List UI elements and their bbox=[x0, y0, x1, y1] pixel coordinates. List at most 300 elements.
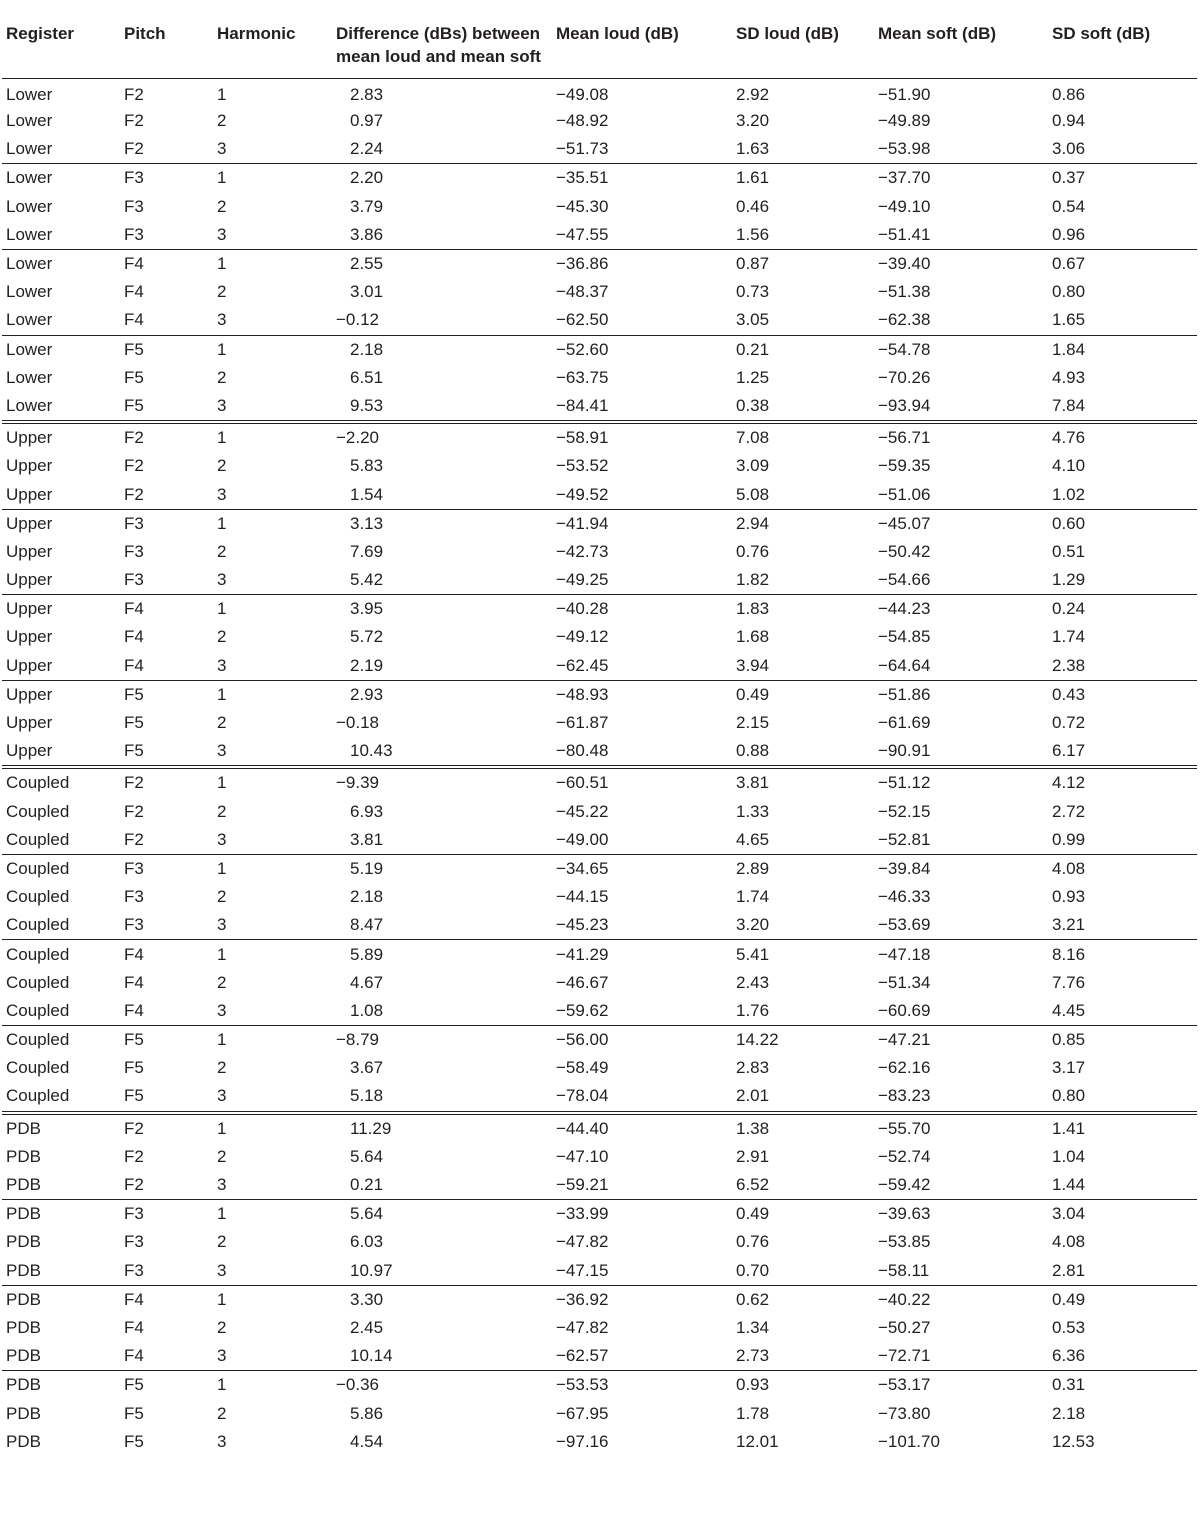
mean-soft-cell: −51.41 bbox=[878, 224, 931, 244]
sd-soft-cell: 1.44 bbox=[1052, 1175, 1086, 1195]
table-row bbox=[2, 680, 1197, 709]
sd-soft-cell: 4.76 bbox=[1048, 422, 1197, 452]
pitch-cell: F2 bbox=[124, 829, 144, 849]
pitch-cell: F5 bbox=[120, 335, 213, 364]
register-cell: PDB bbox=[6, 1232, 41, 1252]
sd-soft-cell: 12.53 bbox=[1052, 1431, 1095, 1451]
difference-cell: 5.89 bbox=[332, 940, 552, 969]
mean-loud-cell: −47.82 bbox=[556, 1317, 609, 1337]
sd-soft-cell: 0.37 bbox=[1048, 164, 1197, 193]
difference-cell: −0.12 bbox=[336, 310, 380, 330]
difference-cell: 2.18 bbox=[332, 335, 552, 364]
pitch-cell: F3 bbox=[120, 854, 213, 883]
table-row bbox=[2, 1257, 1197, 1286]
difference-cell: 6.93 bbox=[350, 801, 384, 821]
sd-loud-cell: 0.49 bbox=[732, 1200, 874, 1229]
register-cell: PDB bbox=[2, 1200, 120, 1229]
difference-cell: 2.18 bbox=[350, 887, 384, 907]
mean-loud-cell: −60.51 bbox=[552, 767, 732, 797]
mean-loud-cell: −58.49 bbox=[556, 1058, 609, 1078]
sd-soft-cell: 8.16 bbox=[1048, 940, 1197, 969]
table-row bbox=[2, 1228, 1197, 1256]
difference-cell: 3.81 bbox=[350, 829, 384, 849]
register-cell: PDB bbox=[6, 1146, 41, 1166]
sd-soft-cell: 3.04 bbox=[1048, 1200, 1197, 1229]
pitch-cell: F3 bbox=[120, 1200, 213, 1229]
sd-loud-cell: 1.74 bbox=[736, 887, 770, 907]
sd-soft-cell: 0.93 bbox=[1052, 887, 1086, 907]
sd-soft-cell: 2.38 bbox=[1052, 655, 1086, 675]
difference-cell: 3.95 bbox=[332, 595, 552, 624]
mean-soft-cell: −52.81 bbox=[878, 829, 931, 849]
pitch-cell: F2 bbox=[124, 484, 144, 504]
mean-soft-cell: −53.98 bbox=[878, 139, 931, 159]
column-header-mean-soft: Mean soft (dB) bbox=[874, 0, 1048, 79]
mean-soft-cell: −54.66 bbox=[878, 570, 931, 590]
pitch-cell: F2 bbox=[124, 456, 144, 476]
table-row bbox=[2, 1371, 1197, 1400]
harmonic-cell: 2 bbox=[217, 972, 227, 992]
sd-soft-cell: 0.24 bbox=[1048, 595, 1197, 624]
harmonic-cell: 2 bbox=[217, 887, 227, 907]
register-cell: Coupled bbox=[6, 887, 70, 907]
pitch-cell: F3 bbox=[124, 196, 144, 216]
table-row bbox=[2, 997, 1197, 1026]
mean-soft-cell: −45.07 bbox=[874, 509, 1048, 538]
mean-soft-cell: −90.91 bbox=[878, 741, 931, 761]
difference-cell: 3.13 bbox=[332, 509, 552, 538]
sd-soft-cell: 0.51 bbox=[1052, 541, 1086, 561]
table-row bbox=[2, 737, 1197, 767]
register-cell: Lower bbox=[6, 139, 53, 159]
column-header-sd-loud: SD loud (dB) bbox=[732, 0, 874, 79]
column-header-mean-loud: Mean loud (dB) bbox=[552, 0, 732, 79]
harmonic-cell: 2 bbox=[217, 196, 227, 216]
table-row bbox=[2, 452, 1197, 480]
sd-soft-cell: 0.53 bbox=[1052, 1317, 1086, 1337]
sd-soft-cell: 7.84 bbox=[1052, 395, 1086, 415]
difference-cell: 2.93 bbox=[332, 680, 552, 709]
sd-soft-cell: 2.72 bbox=[1052, 801, 1086, 821]
table-row bbox=[2, 826, 1197, 855]
harmonic-cell: 2 bbox=[217, 456, 227, 476]
table-row bbox=[2, 911, 1197, 940]
table-row bbox=[2, 623, 1197, 651]
difference-cell: 0.97 bbox=[350, 111, 384, 131]
table-row bbox=[2, 854, 1197, 883]
mean-loud-cell: −44.40 bbox=[552, 1113, 732, 1143]
mean-loud-cell: −45.22 bbox=[556, 801, 609, 821]
sd-loud-cell: 6.52 bbox=[736, 1175, 770, 1195]
mean-loud-cell: −49.00 bbox=[556, 829, 609, 849]
pitch-cell: F4 bbox=[124, 655, 144, 675]
sd-loud-cell: 1.83 bbox=[732, 595, 874, 624]
mean-loud-cell: −45.30 bbox=[556, 196, 609, 216]
harmonic-cell: 1 bbox=[213, 249, 332, 278]
mean-soft-cell: −40.22 bbox=[874, 1285, 1048, 1314]
difference-cell: 0.21 bbox=[350, 1175, 384, 1195]
pitch-cell: F2 bbox=[120, 767, 213, 797]
harmonic-cell: 3 bbox=[217, 1346, 227, 1366]
mean-soft-cell: −50.27 bbox=[878, 1317, 931, 1337]
sd-loud-cell: 1.78 bbox=[736, 1403, 770, 1423]
mean-loud-cell: −80.48 bbox=[556, 741, 609, 761]
sd-soft-cell: 0.85 bbox=[1048, 1026, 1197, 1055]
difference-cell: 2.20 bbox=[332, 164, 552, 193]
harmonic-cell: 3 bbox=[217, 741, 227, 761]
sd-soft-cell: 3.17 bbox=[1052, 1058, 1086, 1078]
harmonic-cell: 1 bbox=[213, 509, 332, 538]
difference-cell: 5.64 bbox=[332, 1200, 552, 1229]
register-cell: Upper bbox=[2, 595, 120, 624]
sd-soft-cell: 0.54 bbox=[1052, 196, 1086, 216]
mean-soft-cell: −52.15 bbox=[878, 801, 931, 821]
column-header-harmonic: Harmonic bbox=[213, 0, 332, 79]
sd-loud-cell: 2.15 bbox=[736, 713, 770, 733]
pitch-cell: F4 bbox=[120, 249, 213, 278]
pitch-cell: F4 bbox=[120, 1285, 213, 1314]
register-cell: Upper bbox=[6, 456, 53, 476]
register-cell: Coupled bbox=[6, 1086, 70, 1106]
sd-soft-cell: 0.80 bbox=[1052, 282, 1086, 302]
mean-loud-cell: −59.62 bbox=[556, 1000, 609, 1020]
table-row bbox=[2, 883, 1197, 911]
sd-soft-cell: 0.96 bbox=[1052, 224, 1086, 244]
pitch-cell: F5 bbox=[124, 741, 144, 761]
harmonic-cell: 1 bbox=[213, 335, 332, 364]
sd-soft-cell: 1.04 bbox=[1052, 1146, 1086, 1166]
table-row bbox=[2, 1314, 1197, 1342]
table-row bbox=[2, 509, 1197, 538]
mean-soft-cell: −54.78 bbox=[874, 335, 1048, 364]
mean-soft-cell: −72.71 bbox=[878, 1346, 931, 1366]
mean-soft-cell: −39.40 bbox=[874, 249, 1048, 278]
table-row bbox=[2, 566, 1197, 595]
mean-loud-cell: −36.86 bbox=[552, 249, 732, 278]
mean-soft-cell: −51.38 bbox=[878, 282, 931, 302]
mean-soft-cell: −70.26 bbox=[878, 367, 931, 387]
harmonic-cell: 1 bbox=[213, 422, 332, 452]
harmonic-cell: 1 bbox=[213, 1285, 332, 1314]
difference-cell: 3.86 bbox=[350, 224, 384, 244]
mean-soft-cell: −49.89 bbox=[878, 111, 931, 131]
table-row bbox=[2, 767, 1197, 797]
sd-soft-cell: 3.21 bbox=[1052, 915, 1086, 935]
difference-cell: −9.39 bbox=[332, 767, 552, 797]
harmonic-cell: 1 bbox=[213, 1200, 332, 1229]
table-row bbox=[2, 595, 1197, 624]
table-row bbox=[2, 1200, 1197, 1229]
table-row bbox=[2, 221, 1197, 250]
sd-soft-cell: 1.29 bbox=[1052, 570, 1086, 590]
harmonic-cell: 3 bbox=[217, 1431, 227, 1451]
harmonic-cell: 1 bbox=[213, 940, 332, 969]
pitch-cell: F2 bbox=[124, 139, 144, 159]
harmonic-cell: 2 bbox=[217, 367, 227, 387]
sd-soft-cell: 6.36 bbox=[1052, 1346, 1086, 1366]
mean-soft-cell: −56.71 bbox=[874, 422, 1048, 452]
mean-loud-cell: −41.29 bbox=[552, 940, 732, 969]
mean-loud-cell: −47.10 bbox=[556, 1146, 609, 1166]
mean-soft-cell: −101.70 bbox=[878, 1431, 940, 1451]
sd-loud-cell: 3.20 bbox=[736, 915, 770, 935]
mean-loud-cell: −36.92 bbox=[552, 1285, 732, 1314]
pitch-cell: F5 bbox=[124, 367, 144, 387]
data-table bbox=[2, 0, 1197, 1456]
sd-soft-cell: 0.67 bbox=[1048, 249, 1197, 278]
header-row bbox=[2, 0, 1197, 79]
mean-soft-cell: −73.80 bbox=[878, 1403, 931, 1423]
mean-loud-cell: −61.87 bbox=[556, 713, 609, 733]
mean-loud-cell: −44.15 bbox=[556, 887, 609, 907]
mean-loud-cell: −41.94 bbox=[552, 509, 732, 538]
mean-loud-cell: −62.57 bbox=[556, 1346, 609, 1366]
difference-cell: 2.45 bbox=[350, 1317, 384, 1337]
mean-soft-cell: −62.16 bbox=[878, 1058, 931, 1078]
table-row bbox=[2, 652, 1197, 681]
harmonic-cell: 3 bbox=[217, 224, 227, 244]
pitch-cell: F5 bbox=[124, 713, 144, 733]
table-row bbox=[2, 1054, 1197, 1082]
register-cell: Lower bbox=[6, 282, 53, 302]
sd-loud-cell: 3.05 bbox=[736, 310, 770, 330]
mean-loud-cell: −51.73 bbox=[556, 139, 609, 159]
sd-soft-cell: 4.10 bbox=[1052, 456, 1086, 476]
sd-loud-cell: 0.93 bbox=[732, 1371, 874, 1400]
register-cell: Upper bbox=[6, 741, 53, 761]
register-cell: Coupled bbox=[2, 767, 120, 797]
pitch-cell: F2 bbox=[120, 1113, 213, 1143]
sd-loud-cell: 7.08 bbox=[732, 422, 874, 452]
mean-loud-cell: −33.99 bbox=[552, 1200, 732, 1229]
register-cell: PDB bbox=[2, 1285, 120, 1314]
harmonic-cell: 2 bbox=[217, 282, 227, 302]
mean-soft-cell: −44.23 bbox=[874, 595, 1048, 624]
mean-loud-cell: −56.00 bbox=[552, 1026, 732, 1055]
sd-loud-cell: 3.81 bbox=[732, 767, 874, 797]
mean-soft-cell: −51.06 bbox=[878, 484, 931, 504]
pitch-cell: F4 bbox=[124, 1346, 144, 1366]
mean-loud-cell: −48.37 bbox=[556, 282, 609, 302]
mean-soft-cell: −49.10 bbox=[878, 196, 931, 216]
sd-loud-cell: 1.33 bbox=[736, 801, 770, 821]
table-row bbox=[2, 364, 1197, 392]
register-cell: Coupled bbox=[6, 915, 70, 935]
table-row bbox=[2, 1026, 1197, 1055]
mean-soft-cell: −58.11 bbox=[878, 1260, 930, 1280]
sd-soft-cell: 4.45 bbox=[1052, 1000, 1086, 1020]
pitch-cell: F2 bbox=[124, 801, 144, 821]
sd-loud-cell: 5.08 bbox=[736, 484, 770, 504]
table-header bbox=[2, 0, 1197, 79]
pitch-cell: F4 bbox=[120, 595, 213, 624]
mean-loud-cell: −34.65 bbox=[552, 854, 732, 883]
mean-loud-cell: −53.52 bbox=[556, 456, 609, 476]
difference-cell: 4.67 bbox=[350, 972, 384, 992]
sd-loud-cell: 2.83 bbox=[736, 1058, 770, 1078]
column-header-register: Register bbox=[2, 0, 120, 79]
mean-loud-cell: −48.93 bbox=[552, 680, 732, 709]
sd-loud-cell: 0.76 bbox=[736, 541, 770, 561]
difference-cell: 1.54 bbox=[350, 484, 384, 504]
register-cell: Coupled bbox=[6, 1000, 70, 1020]
mean-loud-cell: −49.12 bbox=[556, 627, 609, 647]
mean-loud-cell: −49.52 bbox=[556, 484, 609, 504]
difference-cell: 9.53 bbox=[350, 395, 384, 415]
harmonic-cell: 2 bbox=[217, 1403, 227, 1423]
difference-cell: 1.08 bbox=[350, 1000, 384, 1020]
sd-loud-cell: 12.01 bbox=[736, 1431, 779, 1451]
column-header-pitch: Pitch bbox=[120, 0, 213, 79]
harmonic-cell: 2 bbox=[217, 1232, 227, 1252]
table-row bbox=[2, 480, 1197, 509]
mean-soft-cell: −47.18 bbox=[874, 940, 1048, 969]
sd-loud-cell: 1.61 bbox=[732, 164, 874, 193]
pitch-cell: F2 bbox=[124, 1146, 144, 1166]
pitch-cell: F4 bbox=[124, 627, 144, 647]
table-row bbox=[2, 1399, 1197, 1427]
pitch-cell: F2 bbox=[120, 422, 213, 452]
pitch-cell: F3 bbox=[124, 915, 144, 935]
harmonic-cell: 3 bbox=[217, 570, 227, 590]
sd-loud-cell: 1.76 bbox=[736, 1000, 770, 1020]
difference-cell: 5.83 bbox=[350, 456, 384, 476]
mean-loud-cell: −62.45 bbox=[556, 655, 609, 675]
harmonic-cell: 2 bbox=[217, 1146, 227, 1166]
sd-soft-cell: 3.06 bbox=[1052, 139, 1086, 159]
sd-loud-cell: 0.46 bbox=[736, 196, 770, 216]
table-row bbox=[2, 164, 1197, 193]
mean-soft-cell: −59.42 bbox=[878, 1175, 931, 1195]
difference-cell: 10.14 bbox=[350, 1346, 393, 1366]
sd-loud-cell: 1.68 bbox=[736, 627, 770, 647]
difference-cell: 5.18 bbox=[350, 1086, 384, 1106]
pitch-cell: F3 bbox=[120, 509, 213, 538]
register-cell: Upper bbox=[6, 541, 53, 561]
register-cell: PDB bbox=[6, 1317, 41, 1337]
table-row bbox=[2, 940, 1197, 969]
harmonic-cell: 1 bbox=[217, 85, 227, 104]
sd-loud-cell: 1.34 bbox=[736, 1317, 770, 1337]
difference-cell: 10.97 bbox=[350, 1260, 393, 1280]
pitch-cell: F5 bbox=[120, 1371, 213, 1400]
pitch-cell: F2 bbox=[124, 85, 144, 104]
pitch-cell: F5 bbox=[124, 1403, 144, 1423]
table-row bbox=[2, 1428, 1197, 1456]
sd-loud-cell: 1.56 bbox=[736, 224, 770, 244]
sd-loud-cell: 1.38 bbox=[732, 1113, 874, 1143]
table-row bbox=[2, 709, 1197, 737]
sd-loud-cell: 1.25 bbox=[736, 367, 770, 387]
pitch-cell: F4 bbox=[124, 1000, 144, 1020]
harmonic-cell: 2 bbox=[217, 713, 227, 733]
register-cell: PDB bbox=[6, 1175, 41, 1195]
sd-soft-cell: 1.74 bbox=[1052, 627, 1086, 647]
table-row bbox=[2, 1113, 1197, 1143]
mean-soft-cell: −62.38 bbox=[878, 310, 931, 330]
table-row bbox=[2, 392, 1197, 422]
pitch-cell: F2 bbox=[124, 1175, 144, 1195]
mean-loud-cell: −49.08 bbox=[556, 85, 609, 104]
sd-loud-cell: 0.87 bbox=[732, 249, 874, 278]
sd-soft-cell: 4.08 bbox=[1052, 1232, 1086, 1252]
pitch-cell: F4 bbox=[124, 310, 144, 330]
mean-soft-cell: −53.69 bbox=[878, 915, 931, 935]
mean-loud-cell: −62.50 bbox=[556, 310, 609, 330]
difference-cell: −8.79 bbox=[332, 1026, 552, 1055]
sd-soft-cell: 6.17 bbox=[1052, 741, 1086, 761]
table-row bbox=[2, 798, 1197, 826]
sd-soft-cell: 0.94 bbox=[1052, 111, 1086, 131]
harmonic-cell: 2 bbox=[217, 1317, 227, 1337]
sd-loud-cell: 14.22 bbox=[732, 1026, 874, 1055]
mean-soft-cell: −64.64 bbox=[878, 655, 931, 675]
harmonic-cell: 1 bbox=[213, 164, 332, 193]
pitch-cell: F5 bbox=[120, 680, 213, 709]
sd-loud-cell: 3.20 bbox=[736, 111, 770, 131]
sd-loud-cell: 0.76 bbox=[736, 1232, 770, 1252]
sd-soft-cell: 0.72 bbox=[1052, 713, 1086, 733]
sd-loud-cell: 0.88 bbox=[736, 741, 770, 761]
register-cell: Lower bbox=[6, 224, 53, 244]
register-cell: Coupled bbox=[6, 1058, 70, 1078]
difference-cell: 3.01 bbox=[350, 282, 384, 302]
column-header-sd-soft: SD soft (dB) bbox=[1048, 0, 1197, 79]
register-cell: Upper bbox=[6, 655, 53, 675]
mean-soft-cell: −50.42 bbox=[878, 541, 931, 561]
sd-loud-cell: 3.94 bbox=[736, 655, 770, 675]
register-cell: PDB bbox=[6, 1431, 41, 1451]
mean-loud-cell: −35.51 bbox=[552, 164, 732, 193]
table-row bbox=[2, 538, 1197, 566]
difference-cell: −2.20 bbox=[332, 422, 552, 452]
table-row bbox=[2, 249, 1197, 278]
table-row bbox=[2, 1082, 1197, 1112]
table-row bbox=[2, 278, 1197, 306]
register-cell: Coupled bbox=[6, 801, 70, 821]
register-cell: Lower bbox=[2, 249, 120, 278]
sd-soft-cell: 2.18 bbox=[1052, 1403, 1086, 1423]
harmonic-cell: 3 bbox=[217, 1000, 227, 1020]
pitch-cell: F5 bbox=[124, 1058, 144, 1078]
mean-soft-cell: −39.84 bbox=[874, 854, 1048, 883]
sd-loud-cell: 2.94 bbox=[732, 509, 874, 538]
harmonic-cell: 1 bbox=[213, 767, 332, 797]
mean-loud-cell: −53.53 bbox=[552, 1371, 732, 1400]
harmonic-cell: 2 bbox=[217, 801, 227, 821]
sd-soft-cell: 1.65 bbox=[1052, 310, 1086, 330]
mean-loud-cell: −67.95 bbox=[556, 1403, 609, 1423]
register-cell: Upper bbox=[6, 570, 53, 590]
mean-soft-cell: −60.69 bbox=[878, 1000, 931, 1020]
harmonic-cell: 1 bbox=[213, 854, 332, 883]
difference-cell: 2.55 bbox=[332, 249, 552, 278]
mean-soft-cell: −46.33 bbox=[878, 887, 931, 907]
register-cell: Lower bbox=[6, 395, 53, 415]
difference-cell: 2.24 bbox=[350, 139, 384, 159]
pitch-cell: F4 bbox=[124, 282, 144, 302]
mean-soft-cell: −47.21 bbox=[874, 1026, 1048, 1055]
harmonic-cell: 1 bbox=[213, 1371, 332, 1400]
register-cell: Lower bbox=[2, 164, 120, 193]
register-cell: Lower bbox=[6, 310, 53, 330]
sd-loud-cell: 0.21 bbox=[732, 335, 874, 364]
sd-soft-cell: 4.12 bbox=[1048, 767, 1197, 797]
mean-soft-cell: −83.23 bbox=[878, 1086, 931, 1106]
harmonic-cell: 3 bbox=[217, 1175, 227, 1195]
harmonic-cell: 3 bbox=[217, 829, 227, 849]
sd-loud-cell: 1.82 bbox=[736, 570, 770, 590]
